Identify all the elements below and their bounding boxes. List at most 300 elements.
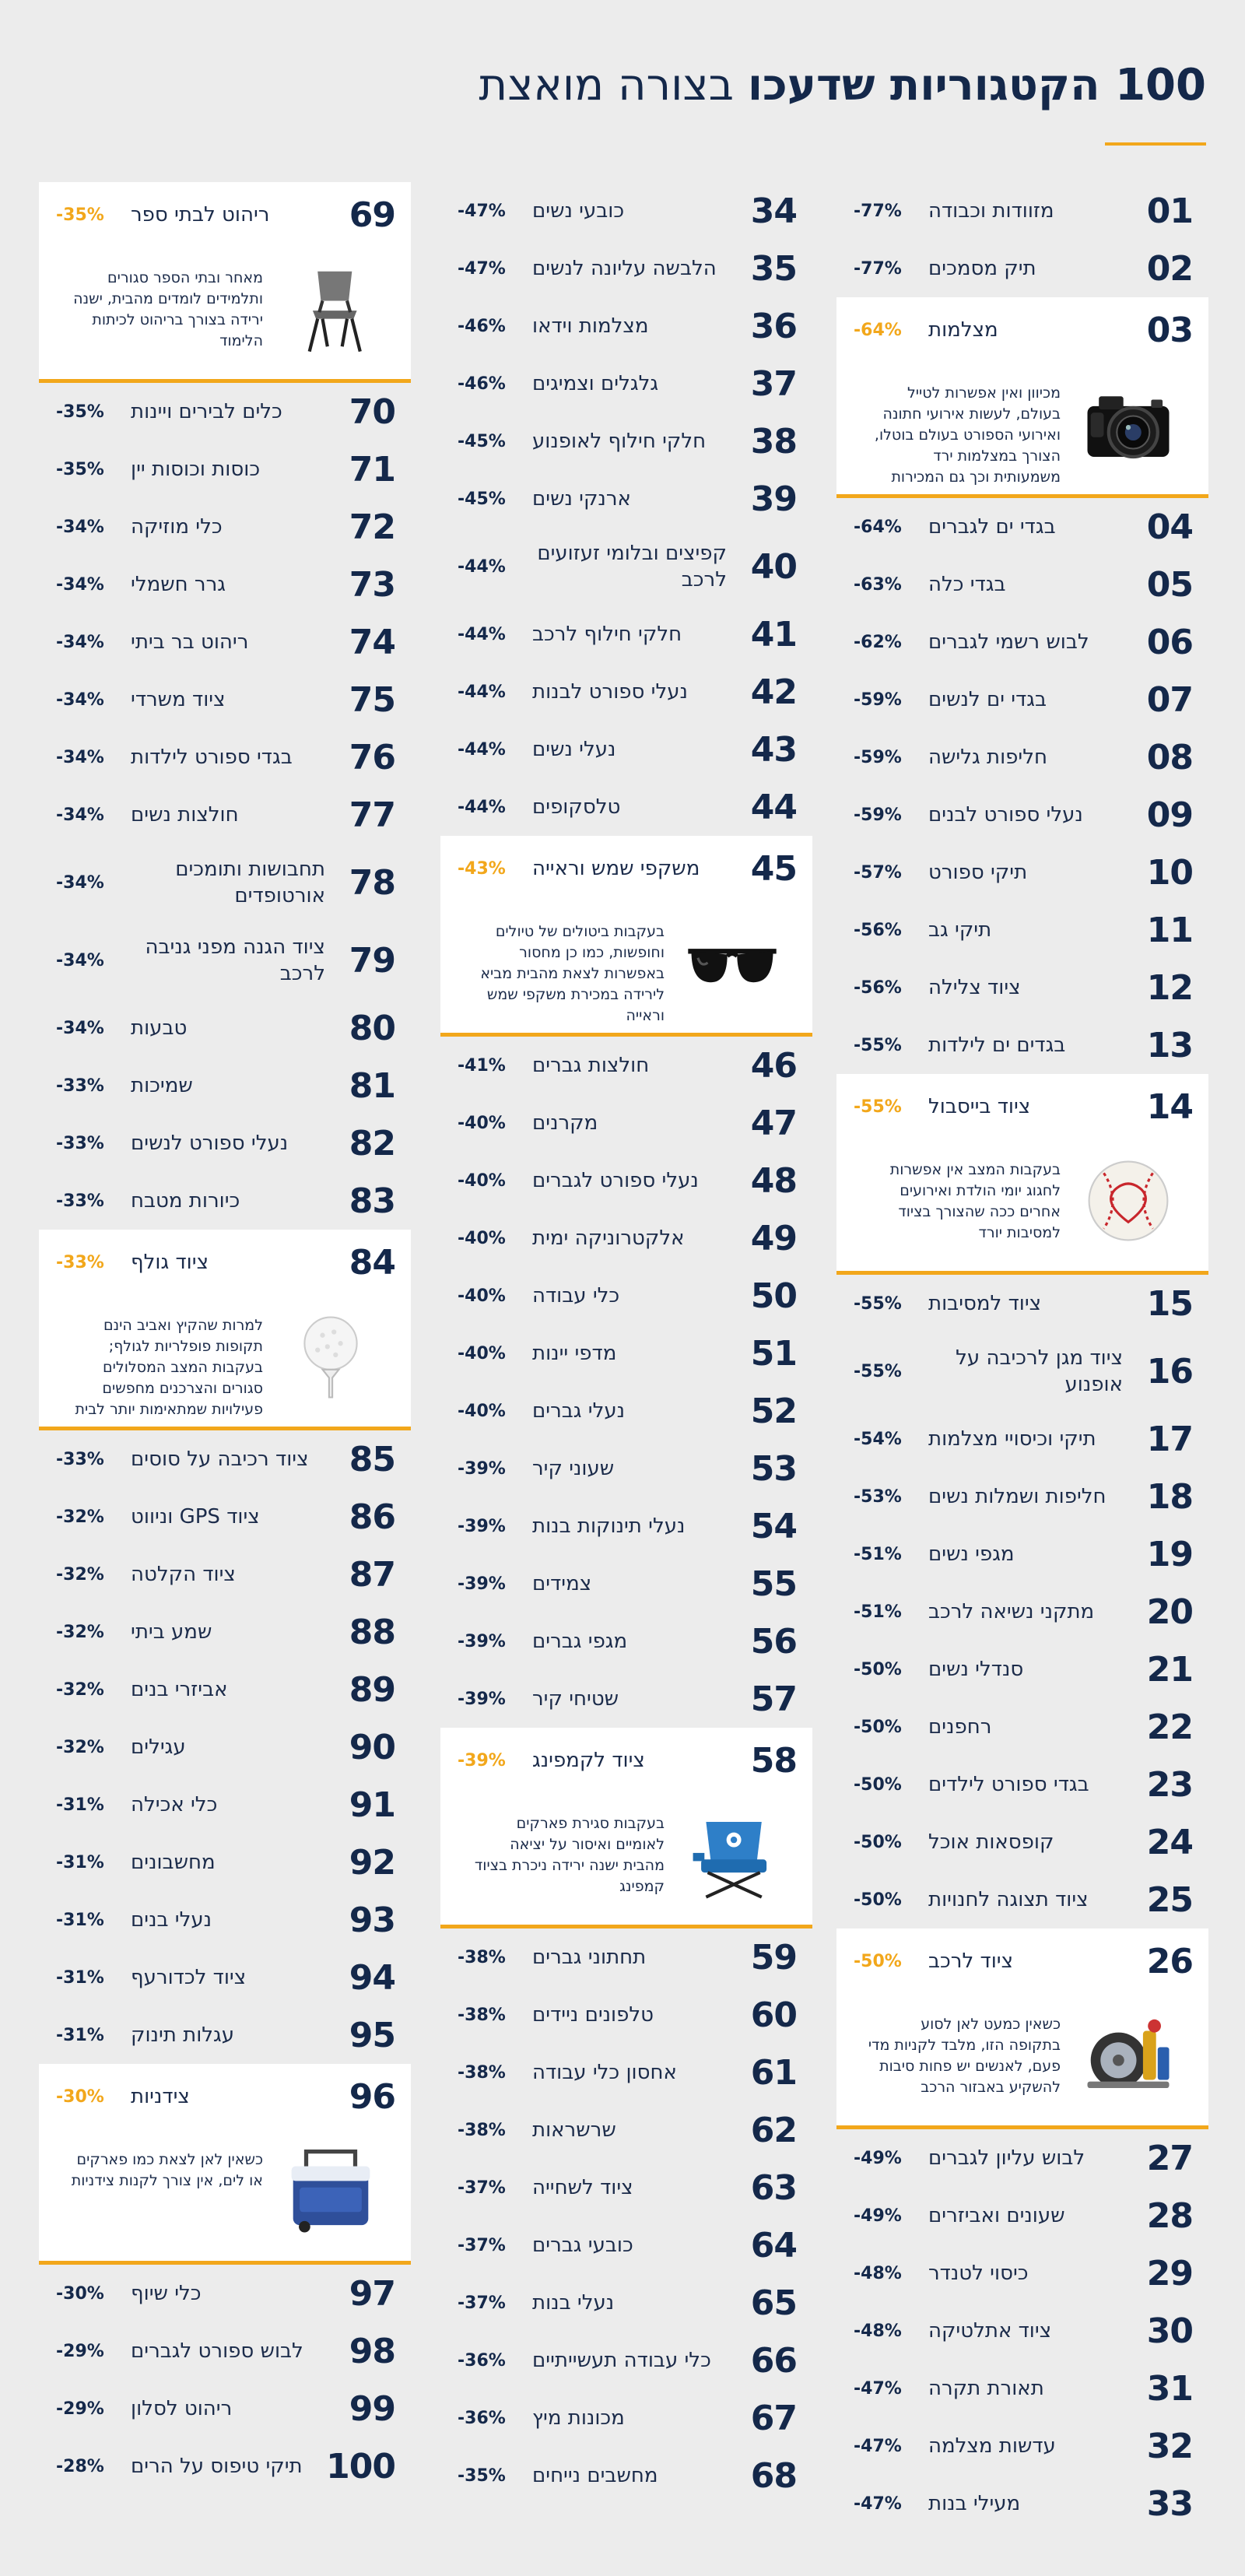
category-change: -51% [854,1544,902,1564]
category-description: כשאין כמעט לאן לסוע בתקופה הזו, מלבד לקניות מדי פעם, לאנשים יש פחות סיבות להשקיע באבזור הרכב [868,2016,1061,2096]
category-rank: 79 [349,940,395,981]
category-name: כובעי נשים [532,199,625,223]
category-change: -35% [56,402,104,422]
category-change: -39% [458,1750,506,1771]
category-row [39,383,411,440]
category-change: -47% [854,2378,902,2399]
category-rank: 80 [349,1008,395,1048]
category-change: -59% [854,747,902,767]
category-row [836,786,1208,844]
category-change: -38% [458,2120,506,2140]
category-row [836,613,1208,671]
category-change: -55% [854,1097,902,1117]
cooler-icon [282,2142,380,2240]
category-row [39,1603,411,1661]
category-row [440,1670,812,1728]
category-rank: 15 [1146,1283,1193,1324]
featured-category-card [39,1230,411,1430]
category-change: -44% [458,624,506,644]
category-rank: 53 [750,1448,797,1489]
title-underline [1105,142,1206,146]
category-name: אלקטרוניקה ימית [532,1227,685,1250]
category-change: -35% [56,205,104,225]
category-rank: 74 [349,622,395,662]
category-row [39,921,411,999]
category-name: ציוד לקמפינג [532,1749,645,1772]
category-name: נעלי בנות [532,2291,615,2315]
category-name: ציוד בייסבול [928,1095,1031,1118]
featured-category-card [836,1928,1208,2129]
category-rank: 04 [1146,507,1193,547]
category-change: -40% [458,1343,506,1363]
category-change: -40% [458,1401,506,1421]
category-row [440,1325,812,1382]
category-rank: 49 [750,1218,797,1258]
category-change: -36% [458,2408,506,2428]
category-name: ריהוט בר ביתי [131,630,249,654]
category-name: חולצות גברים [532,1054,650,1077]
category-rank: 85 [349,1439,395,1479]
category-rank: 56 [750,1621,797,1662]
page-title [117,54,1206,117]
category-rank: 55 [750,1563,797,1604]
category-row [836,959,1208,1016]
category-name: מצלמות וידאו [532,314,649,338]
category-row [440,2332,812,2389]
category-change: -56% [854,920,902,940]
category-row [836,240,1208,297]
category-description: מכיוון ואין אפשרות לטייל בעולם, לעשות אירועי חתונה ואירועי הספורט בעולם בוטלו, הצורך במצלמות ירד משמעותית וכך גם המכירות [874,384,1061,486]
category-change: -40% [458,1113,506,1133]
category-rank: 97 [349,2273,395,2314]
category-rank: 30 [1146,2311,1193,2351]
category-change: -29% [56,2341,104,2361]
category-change: -53% [854,1486,902,1507]
category-row [39,2437,411,2495]
category-rank: 12 [1146,967,1193,1008]
category-row [836,2187,1208,2244]
category-change: -50% [854,1832,902,1852]
category-change: -47% [854,2436,902,2456]
category-name: נעלי נשים [532,738,616,761]
category-row [39,1891,411,1949]
category-row [440,1267,812,1325]
category-row [39,2380,411,2437]
category-name: חליפות ושמלות נשים [928,1485,1106,1508]
category-name: רחפנים [928,1715,992,1739]
category-change: -49% [854,2206,902,2226]
category-row [39,613,411,671]
category-rank: 35 [750,248,797,289]
category-row [440,778,812,836]
category-row [39,1834,411,1891]
category-row [836,1756,1208,1813]
category-rank: 52 [750,1391,797,1431]
category-row [39,1661,411,1718]
category-change: -31% [56,1852,104,1872]
category-name: צידניות [131,2085,190,2108]
category-rank: 18 [1146,1476,1193,1517]
category-rank: 09 [1146,795,1193,835]
category-name: לבוש עליון לגברים [928,2146,1085,2170]
category-row [836,1813,1208,1871]
category-name: עדשות מצלמה [928,2434,1056,2458]
category-row [440,1037,812,1094]
category-rank: 100 [326,2446,395,2487]
category-change: -77% [854,258,902,279]
category-row [440,470,812,528]
category-name: לבוש ספורט לגברים [131,2339,303,2363]
category-rank: 31 [1146,2368,1193,2409]
category-change: -35% [56,459,104,479]
category-change: -64% [854,320,902,340]
category-rank: 54 [750,1506,797,1546]
category-change: -50% [854,1717,902,1737]
category-rank: 67 [750,2398,797,2438]
category-change: -34% [56,632,104,652]
category-name: ציוד לשחייה [532,2176,633,2199]
category-rank: 42 [750,672,797,712]
category-change: -43% [458,858,506,879]
featured-category-card [39,182,411,383]
category-change: -62% [854,632,902,652]
category-row [39,440,411,498]
category-change: -37% [458,2293,506,2313]
category-rank: 21 [1146,1649,1193,1690]
category-change: -63% [854,574,902,595]
category-rank: 48 [750,1160,797,1201]
category-rank: 41 [750,614,797,655]
featured-category-card [39,2064,411,2265]
category-change: -40% [458,1228,506,1248]
category-name: תיק מסמכים [928,257,1036,280]
category-row [440,1497,812,1555]
category-row [440,1613,812,1670]
category-name: כלי אכילה [131,1793,218,1816]
category-row [836,1641,1208,1698]
category-change: -34% [56,517,104,537]
category-name: כיורות מטבח [131,1189,240,1213]
category-change: -40% [458,1286,506,1306]
category-rank: 64 [750,2225,797,2265]
category-rank: 45 [750,848,797,889]
featured-category-card [836,297,1208,498]
category-row [836,2475,1208,2532]
category-row [440,2159,812,2216]
category-rank: 29 [1146,2253,1193,2293]
category-rank: 32 [1146,2426,1193,2466]
category-change: -39% [458,1574,506,1594]
category-name: מקרנים [532,1111,598,1135]
category-row [836,2417,1208,2475]
category-name: בגדים ים לילדות [928,1034,1066,1057]
category-row [836,1468,1208,1525]
category-rank: 90 [349,1727,395,1767]
category-change: -44% [458,739,506,760]
category-name: שעונים ואביזרים [928,2204,1065,2227]
category-rank: 93 [349,1900,395,1940]
category-row [440,2044,812,2101]
category-row [440,182,812,240]
category-row [39,1546,411,1603]
category-change: -64% [854,517,902,537]
category-rank: 60 [750,1995,797,2035]
category-rank: 86 [349,1497,395,1537]
category-change: -50% [854,1659,902,1679]
category-name: כלי מוזיקה [131,515,223,539]
category-name: נעלי בנים [131,1908,212,1932]
category-description: בעקבות סגירת פארקים לאומיים ואיסור על יציאה מהבית ישנה ירידה ניכרת בציוד קמפינג [474,1815,665,1895]
category-change: -34% [56,574,104,595]
category-rank: 72 [349,507,395,547]
category-rank: 66 [750,2340,797,2381]
category-rank: 89 [349,1669,395,1710]
category-change: -34% [56,872,104,893]
category-description: מאחר ובתי הספר סגורים ותלמידים לומדים מהבית, ישנה ירידה בצורך בריהוט לכיתות הלימוד [73,269,263,349]
category-name: כוסות וכוסות יין [131,458,261,481]
category-name: גרר חשמלי [131,573,226,596]
category-name: מחשבונים [131,1851,216,1874]
category-change: -36% [458,2350,506,2371]
category-name: מעילי בנות [928,2492,1021,2515]
category-rank: 83 [349,1181,395,1221]
category-row [440,2216,812,2274]
category-change: -47% [458,201,506,221]
category-name: מזוודות וכבודה [928,199,1054,223]
category-name: ציוד רכיבה על סוסים [131,1448,309,1471]
category-name: קופסאות אוכל [928,1830,1054,1854]
category-rank: 69 [349,195,395,235]
category-change: -38% [458,2062,506,2083]
category-rank: 78 [349,862,395,903]
category-name: בגדי ים לנשים [928,688,1047,711]
category-name: חולצות נשים [131,803,239,826]
column-2 [440,182,812,2504]
category-row [39,2006,411,2064]
category-change: -39% [458,1689,506,1709]
category-name: כלי עבודה [532,1284,620,1307]
category-row [836,2360,1208,2417]
category-name: תחתוני גברים [532,1946,647,1969]
category-row [440,2447,812,2504]
category-row [440,240,812,297]
category-row [440,355,812,412]
category-rank: 58 [750,1740,797,1781]
category-row [440,412,812,470]
category-change: -39% [458,1516,506,1536]
category-row [836,728,1208,786]
category-rank: 17 [1146,1419,1193,1459]
category-row [836,2129,1208,2187]
golf-ball-icon [282,1307,380,1406]
category-name: ציוד מגן לרכיבה על אופנוע [956,1346,1123,1396]
category-change: -44% [458,797,506,817]
category-name: טבעות [131,1016,188,1040]
category-rank: 99 [349,2388,395,2429]
category-name: משקפי שמש וראייה [532,857,700,880]
category-name: כלים לבירים ויינות [131,400,282,423]
category-rank: 37 [750,363,797,404]
category-row [39,728,411,786]
category-rank: 20 [1146,1592,1193,1632]
category-change: -77% [854,201,902,221]
category-name: גלגלים וצמיגים [532,372,659,395]
category-name: ציוד צלילה [928,976,1021,999]
category-rank: 27 [1146,2138,1193,2178]
category-name: מכונות מיץ [532,2406,625,2430]
category-row [39,999,411,1057]
category-change: -33% [56,1252,104,1272]
category-name: ציוד הגנה מפני גניבה לרכב [145,935,325,985]
category-row [836,556,1208,613]
category-name: אחסון כלי עבודה [532,2061,677,2084]
category-change: -34% [56,950,104,970]
category-row [39,1949,411,2006]
category-change: -41% [458,1055,506,1076]
category-change: -50% [854,1774,902,1795]
category-name: ארנקי נשים [532,487,631,511]
category-rank: 96 [349,2076,395,2117]
category-rank: 57 [750,1679,797,1719]
featured-category-card [836,1074,1208,1275]
category-name: נעלי ספורט לנשים [131,1132,289,1155]
category-row [836,901,1208,959]
category-row [440,1986,812,2044]
category-row [836,1698,1208,1756]
category-name: מתקני נשיאה לרכב [928,1600,1095,1623]
category-name: תיקי וכיסויי מצלמות [928,1427,1096,1451]
category-change: -30% [56,2283,104,2304]
category-change: -35% [458,2465,506,2486]
category-name: שטיחי קיר [532,1687,619,1711]
category-name: כיסוי לטנדר [928,2262,1029,2285]
category-rank: 76 [349,737,395,777]
category-name: מצלמות [928,318,998,342]
category-name: ציוד לרכב [928,1950,1014,1973]
sunglasses-icon [683,914,781,1012]
category-change: -29% [56,2399,104,2419]
category-name: כלי עבודה תעשייתיים [532,2349,711,2372]
category-change: -44% [458,682,506,702]
category-change: -38% [458,1947,506,1967]
category-change: -32% [56,1737,104,1757]
category-name: קפיצים ובלומי זעזועים לרכב [537,542,727,591]
category-change: -37% [458,2235,506,2255]
category-row [440,297,812,355]
category-row [39,498,411,556]
category-row [440,1928,812,1986]
category-change: -51% [854,1602,902,1622]
category-name: מגפי נשים [928,1542,1015,1566]
category-change: -50% [854,1951,902,1971]
category-name: עגלות תינוק [131,2023,235,2047]
category-name: ציוד אתלטיקה [928,2319,1052,2343]
category-name: שמיכות [131,1074,193,1097]
category-change: -34% [56,690,104,710]
category-name: תחבושות ותומכים אורטופדים [175,858,325,907]
category-rank: 08 [1146,737,1193,777]
category-change: -32% [56,1622,104,1642]
category-rank: 91 [349,1785,395,1825]
category-change: -55% [854,1035,902,1055]
title-bold: 100 הקטגוריות שדעכו [747,60,1206,111]
category-row [836,844,1208,901]
category-rank: 81 [349,1065,395,1106]
category-rank: 98 [349,2331,395,2371]
category-row [39,1488,411,1546]
category-row [440,1094,812,1152]
category-change: -46% [458,374,506,394]
category-change: -33% [56,1191,104,1211]
category-rank: 34 [750,191,797,231]
category-change: -33% [56,1133,104,1153]
category-rank: 95 [349,2015,395,2055]
category-row [440,2389,812,2447]
category-name: שעוני קיר [532,1457,615,1480]
category-change: -38% [458,2005,506,2025]
category-name: נעלי ספורט לגברים [532,1169,699,1192]
category-change: -54% [854,1429,902,1449]
category-row [836,1275,1208,1332]
category-description: בעקבות המצב אין אפשרות לחגוג יומי הולדת ואירועים אחרים ככה שהצורך בציוד למסיבות יורד [889,1161,1061,1241]
category-description: בעקבות ביטולים של טיולים וחופשות, כמו כן מחסור באפשרות לצאת מהבית מביא לירידה במכירת משקפי שמש וראייה [480,923,665,1024]
baseball-icon [1079,1152,1177,1250]
category-change: -55% [854,1293,902,1314]
category-name: מחשבים נייחים [532,2464,658,2487]
category-rank: 19 [1146,1534,1193,1574]
category-name: ציוד משרדי [131,688,226,711]
category-name: נעלי ספורט לבנות [532,680,688,704]
category-change: -32% [56,1507,104,1527]
category-row [39,2265,411,2322]
category-row [39,1430,411,1488]
category-rank: 25 [1146,1879,1193,1920]
category-name: אביזרי בנים [131,1678,228,1701]
category-row [440,605,812,663]
category-change: -31% [56,2025,104,2045]
category-change: -39% [458,1631,506,1651]
category-change: -33% [56,1449,104,1469]
category-name: ריהוט לסלון [131,2397,233,2420]
category-change: -48% [854,2321,902,2341]
category-row [440,1555,812,1613]
category-rank: 43 [750,729,797,770]
category-row [39,556,411,613]
category-name: מדפי יינות [532,1342,617,1365]
category-row [39,1718,411,1776]
category-rank: 14 [1146,1086,1193,1127]
category-row [836,1332,1208,1410]
category-name: ריהוט לבתי ספר [131,203,270,226]
category-rank: 02 [1146,248,1193,289]
category-row [39,1114,411,1172]
category-change: -57% [854,862,902,883]
category-name: טלפונים ניידים [532,2003,654,2027]
category-change: -50% [854,1890,902,1910]
category-rank: 73 [349,564,395,605]
category-name: מגפי גברים [532,1630,628,1653]
category-row [440,528,812,605]
category-row [440,2274,812,2332]
category-rank: 70 [349,391,395,432]
car-parts-icon [1079,2006,1177,2104]
category-rank: 82 [349,1123,395,1163]
category-rank: 33 [1146,2483,1193,2524]
category-name: נעלי ספורט לבנים [928,803,1083,826]
category-name: צמידים [532,1572,592,1595]
category-rank: 28 [1146,2195,1193,2236]
camera-icon [1079,375,1177,473]
